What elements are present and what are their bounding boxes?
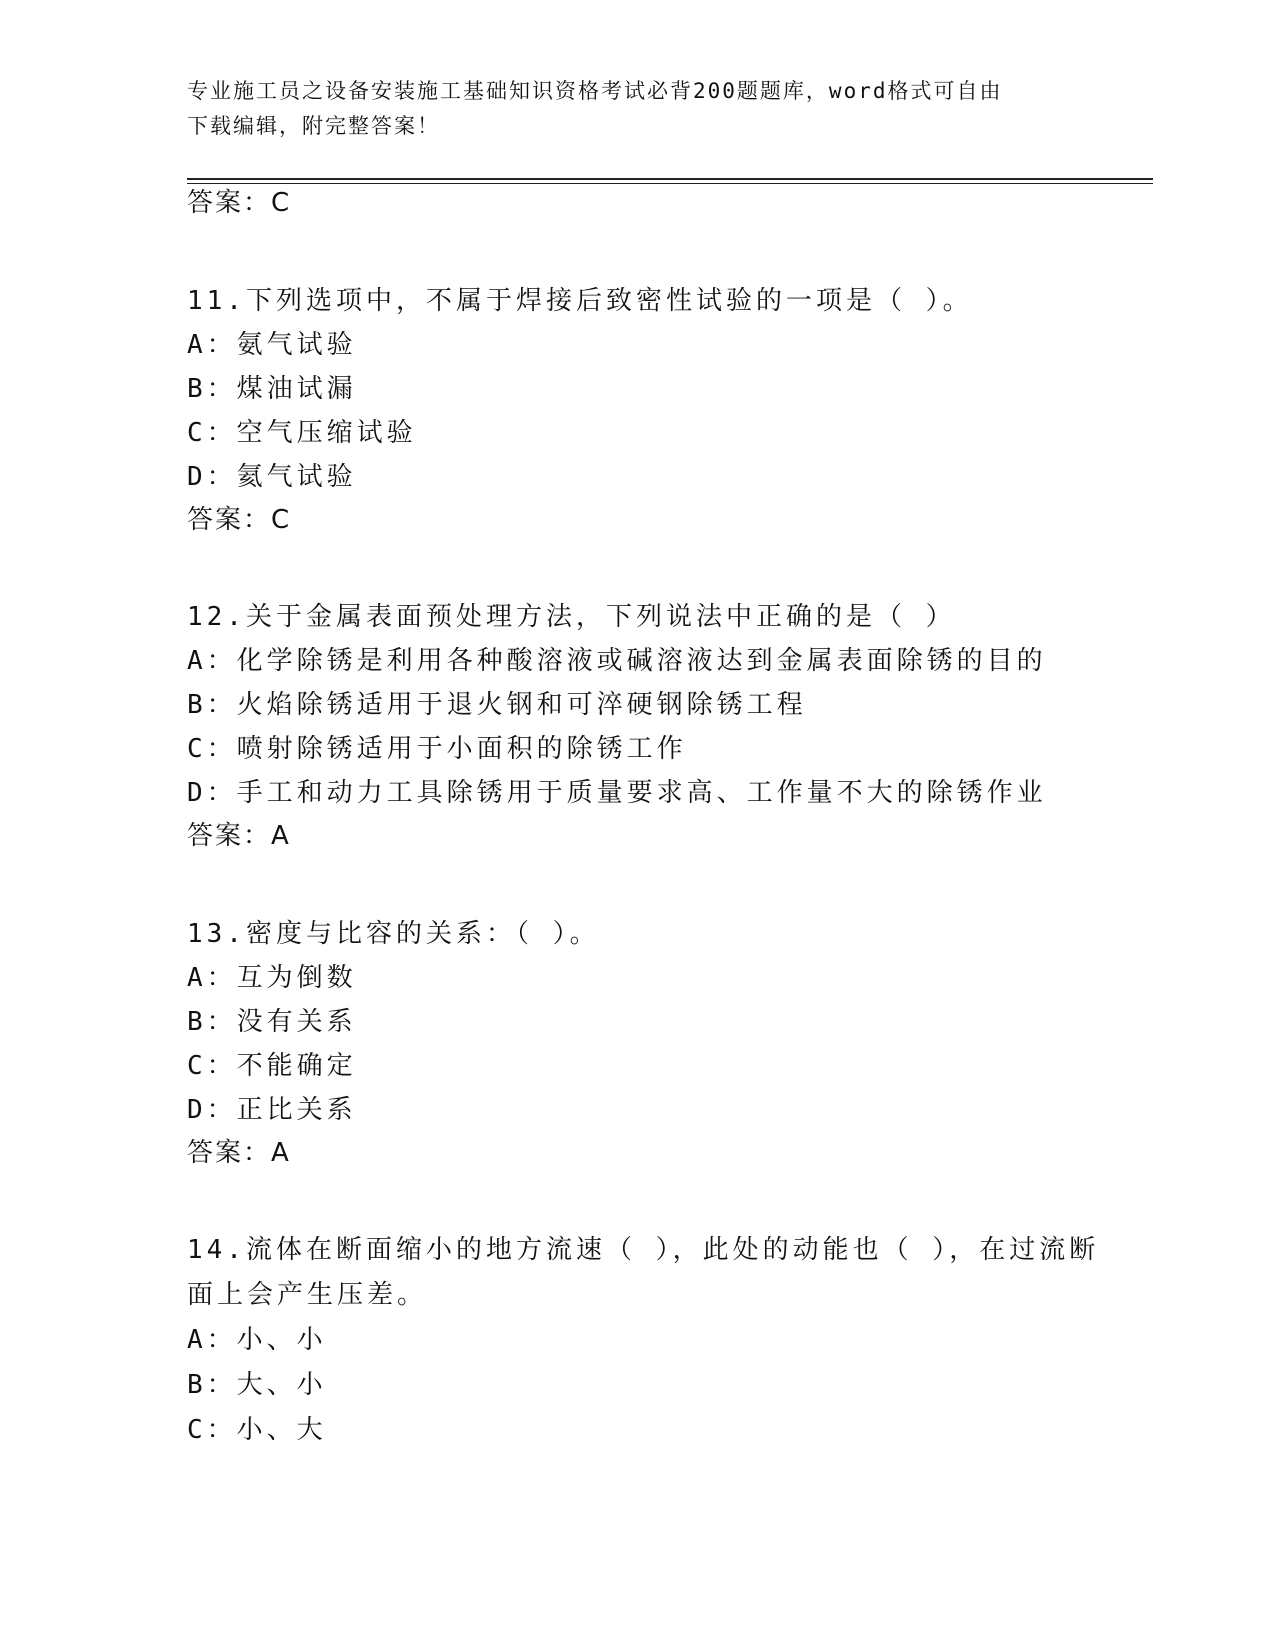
header-rule-thin [187,183,1153,184]
question-11-option-d: D：氦气试验 [187,462,357,492]
header-line-1: 专业施工员之设备安装施工基础知识资格考试必背200题题库，word格式可自由 [187,79,1003,103]
question-14-stem-line-1: 14.流体在断面缩小的地方流速（ ），此处的动能也（ ），在过流断 [187,1235,1100,1265]
header-line-2: 下载编辑，附完整答案！ [187,114,440,138]
question-12-option-d: D：手工和动力工具除锈用于质量要求高、工作量不大的除锈作业 [187,778,1047,808]
question-11-option-c: C：空气压缩试验 [187,418,417,448]
question-12-stem: 12.关于金属表面预处理方法，下列说法中正确的是（ ） [187,602,956,632]
header-rule-thick [187,178,1153,180]
question-11-option-b: B：煤油试漏 [187,374,357,404]
question-11-answer: 答案：C [187,505,292,535]
question-14-option-a: A：小、小 [187,1325,327,1355]
question-13-option-b: B：没有关系 [187,1007,357,1037]
document-header [187,74,1087,144]
question-13-option-a: A：互为倒数 [187,963,357,993]
question-13-answer: 答案：A [187,1138,291,1168]
question-14-option-c: C：小、大 [187,1415,327,1445]
question-11-option-a: A：氨气试验 [187,330,357,360]
question-13-option-d: D：正比关系 [187,1095,357,1125]
previous-answer: 答案：C [187,188,292,218]
question-13-stem: 13.密度与比容的关系：（ ）。 [187,919,600,949]
question-12-option-a: A：化学除锈是利用各种酸溶液或碱溶液达到金属表面除锈的目的 [187,646,1047,676]
question-12-option-b: B：火焰除锈适用于退火钢和可淬硬钢除锈工程 [187,690,807,720]
question-12-option-c: C：喷射除锈适用于小面积的除锈工作 [187,734,687,764]
question-14-option-b: B：大、小 [187,1370,327,1400]
question-14-stem-line-2: 面上会产生压差。 [187,1280,428,1310]
question-11-stem: 11.下列选项中，不属于焊接后致密性试验的一项是（ ）。 [187,286,973,316]
question-13-option-c: C：不能确定 [187,1051,357,1081]
question-12-answer: 答案：A [187,821,291,851]
